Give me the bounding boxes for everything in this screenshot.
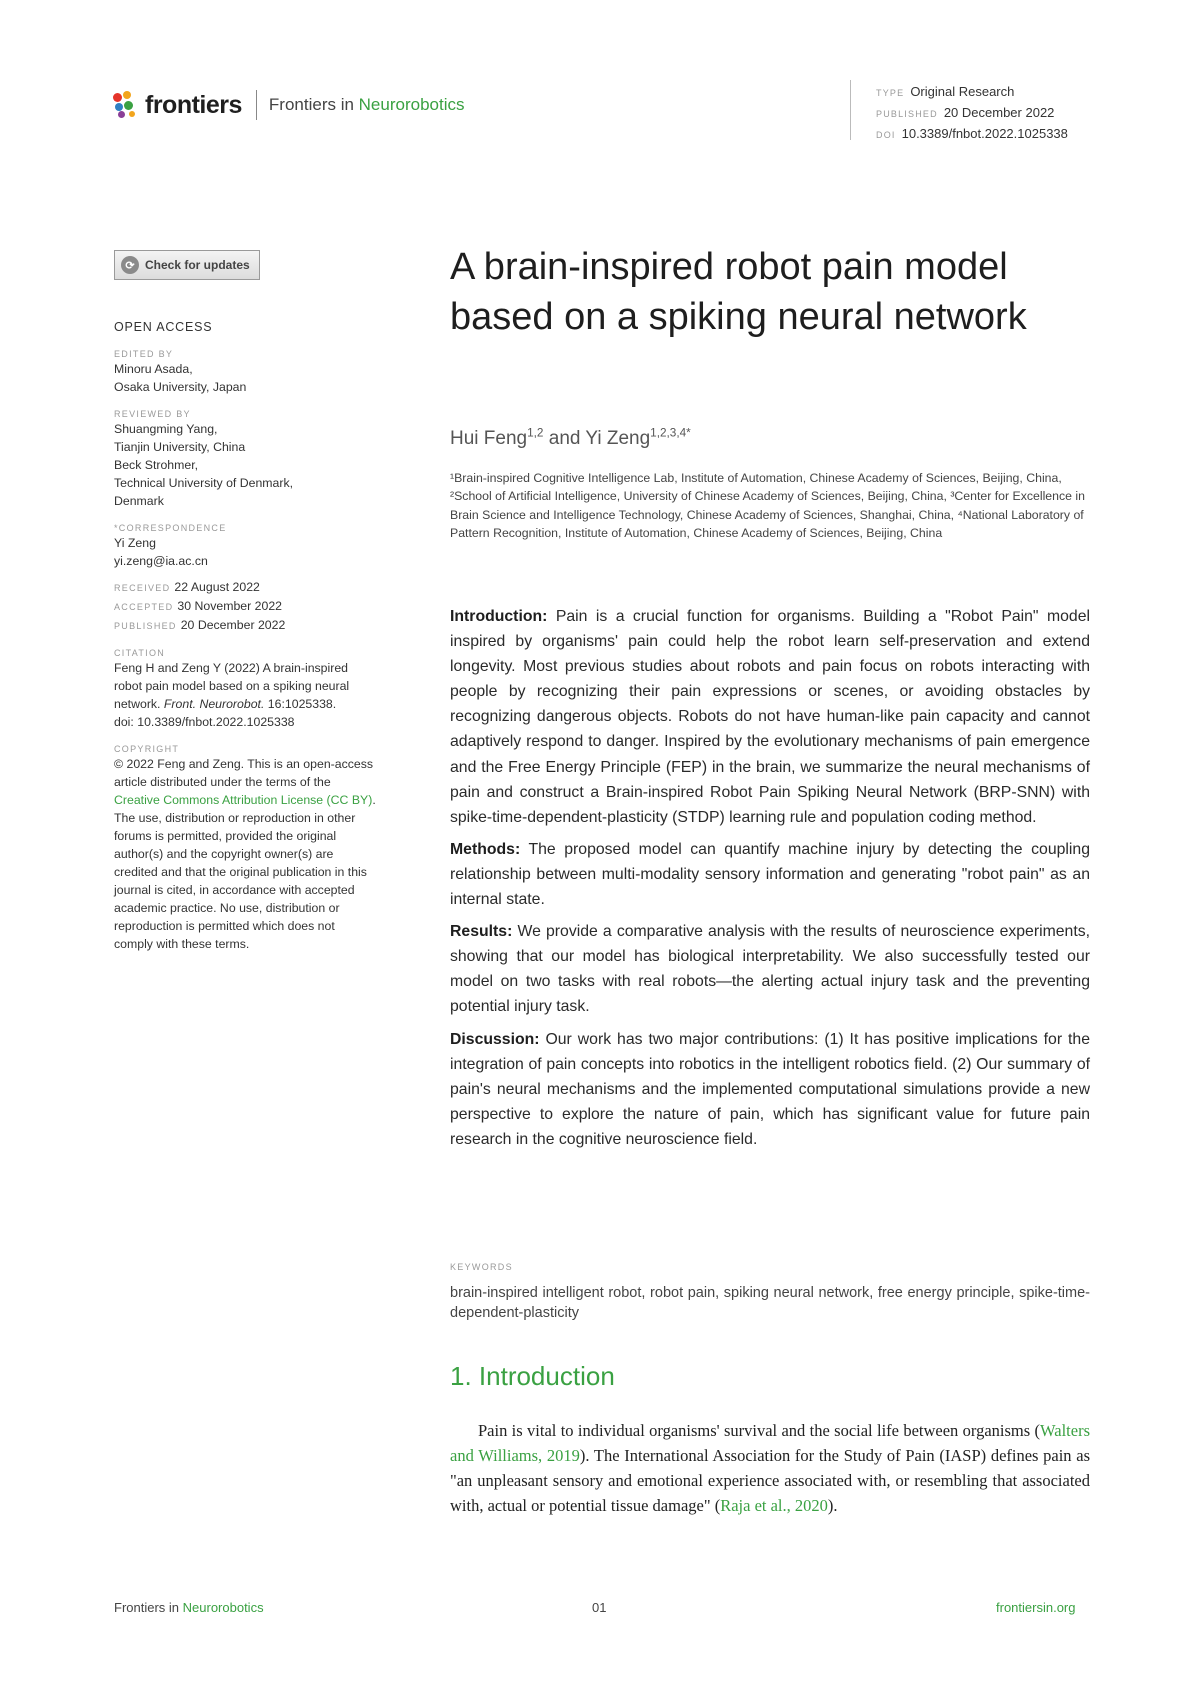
reviewer-line: Beck Strohmer, [114,458,199,472]
introduction-paragraph: Pain is vital to individual organisms' survival and the social life between organisms (Walters and Williams, 2019). The International Association for the Study of Pain (IASP) defines pain as "an unpleasant sensory and emotional experience associated with, or resembling that associated with, actual or potential tissue damage" (Raja et al., 2020). [450,1421,1090,1515]
correspondent-email[interactable]: yi.zeng@ia.ac.cn [114,554,208,568]
article-title: A brain-inspired robot pain model based on a spiking neural network [450,246,1027,338]
article-type: Original Research [910,84,1015,99]
footer-journal: Frontiers in Neurorobotics [114,1600,264,1615]
copyright-text: © 2022 Feng and Zeng. This is an open-access article distributed under the terms of the Creative Commons Attribution License (CC BY). The use, distribution or reproduction in other forums is permitted, provided the original author(s) and the copyright owner(s) are credited and that the original publication in this journal is cited, in accordance with accepted academic practice. No use, distribution or reproduction is permitted which does not comply with these terms. [114,757,376,951]
author-list: Hui Feng$^{1,2}$ and Yi Zeng$^{1,2,3,4*}$ [450,426,691,449]
cc-license-link[interactable]: Creative Commons Attribution License (CC BY) [114,793,373,807]
frontiers-logo[interactable] [113,87,464,123]
abstract-methods: Methods: The proposed model can quantify machine injury by detecting the coupling relationship between multi-modality sensory information and generating "robot pain" as an internal state. [450,840,1090,909]
correspondent-name: Yi Zeng [114,536,156,550]
citation-link[interactable]: Walters and Williams, 2019 [450,1421,1090,1465]
doi-link[interactable]: 10.3389/fnbot.2022.1025338 [901,126,1068,141]
abstract-discussion: Discussion: Our work has two major contributions: (1) It has positive implications for the integration of pain concepts into robotics in the intelligent robotics field. (2) Our summary of pain's neural mechanisms and the implemented computational simulations provide a new perspective to explore the nature of pain, which has significant value for future pain research in the cognitive neuroscience field. [450,1030,1090,1148]
reviewer-line: Tianjin University, China [114,440,246,454]
published-date-side: PUBLISHED 20 December 2022 [114,618,286,632]
author-name[interactable]: Yi Zeng [585,428,651,449]
reviewer-line: Shuangming Yang, [114,422,218,436]
citation-text: Feng H and Zeng Y (2022) A brain-inspired robot pain model based on a spiking neural network. Front. Neurorobot. 16:1025338. [114,661,350,711]
reviewer-line: Technical University of Denmark, [114,476,294,490]
citation-doi: doi: 10.3389/fnbot.2022.1025338 [114,715,295,729]
reviewer-line: Denmark [114,494,164,508]
abstract-introduction: Introduction: Pain is a crucial function for organisms. Building a "Robot Pain" model inspired by organisms' pain could help the robot learn self-preservation and extend longevity. Most previous studies about robots and pain focus on robots interacting with people by recognizing their pain expressions or scenes, or avoiding obstacles by recognizing dangerous objects. Robots do not have human-like pain capacity and cannot adaptively respond to danger. Inspired by the evolutionary mechanisms of pain emergence and the Free Energy Principle (FEP) in the brain, we summarize the neural mechanisms of pain and construct a Brain-inspired Robot Pain Spiking Neural Network (BRP-SNN) with spike-time-dependent-plasticity (STDP) learning rule and population coding method. [450,608,1090,826]
keywords: brain-inspired intelligent robot, robot pain, spiking neural network, free energy principle, spike-time-dependent-plasticity [450,1285,1090,1321]
published-date: 20 December 2022 [943,105,1055,120]
frontiers-wordmark: frontiers [145,90,242,119]
frontiers-logo-icon [113,91,139,119]
check-for-updates-button[interactable]: ⟳ Check for updates [114,250,260,280]
open-access-label: OPEN ACCESS [114,320,213,334]
editor-affiliation: Osaka University, Japan [114,380,247,394]
received-date: RECEIVED 22 August 2022 [114,580,260,594]
affiliations: ¹Brain-inspired Cognitive Intelligence Lab, Institute of Automation, Chinese Academy of Sciences, Beijing, China, ²School of Artificial Intelligence, University of Chinese Academy of Sciences, Beijing, China, ³Center for Excellence in Brain Science and Intelligence Technology, Chinese Academy of Sciences, Shanghai, China, ⁴National Laboratory of Pattern Recognition, Institute of Automation, Chinese Academy of Sciences, Beijing, China [450,471,1085,540]
logo-divider [256,90,257,120]
page-number: 01 [592,1600,607,1615]
article-meta: TYPE Original Research PUBLISHED 20 December 2022 DOI 10.3389/fnbot.2022.1025338 [876,84,1068,141]
sidebar: OPEN ACCESS EDITED BY Minoru Asada, Osaka University, Japan REVIEWED BY Shuangming Yang, Tianjin University, China Beck Strohmer, Technical University of Denmark, Denmark *CORRESPONDENCE Yi Zeng yi.zeng@ia.ac.cn RECEIVED 22 August 2022 ACCEPTED 30 November 2022 PUBLISHED 20 December 2022 CITATION Feng H and Zeng Y (2022) A brain-inspired robot pain model based on a spiking neural network. Front. Neurorobot. 16:1025338. doi: 10.3389/fnbot.2022.1025338 COPYRIGHT © 2022 Feng and Zeng. This is an open-access article distributed under the terms of the Creative Commons Attribution License (CC BY). The use, distribution or reproduction in other forums is permitted, provided the original author(s) and the copyright owner(s) are credited and that the original publication in this journal is cited, in accordance with accepted academic practice. No use, distribution or reproduction is permitted which does not comply with these terms. [114,320,376,951]
editor-name: Minoru Asada, [114,362,193,376]
meta-divider [850,80,851,140]
section-heading-introduction: 1. Introduction [450,1361,615,1391]
abstract-results: Results: We provide a comparative analysis with the results of neuroscience experiments, showing that our model has biological interpretability. We also successfully tested our model on two tasks with real robots—the alerting actual injury task and the preventing potential injury task. [450,923,1090,1016]
author-name[interactable]: Hui Feng [450,428,528,449]
footer-site-link[interactable]: frontiersin.org [996,1600,1076,1615]
journal-name: Frontiers in Neurorobotics [268,95,465,114]
citation-link[interactable]: Raja et al., 2020 [720,1496,828,1515]
abstract [450,604,1090,1159]
keywords-label: KEYWORDS [450,1262,513,1272]
refresh-icon: ⟳ [121,256,139,274]
accepted-date: ACCEPTED 30 November 2022 [114,599,283,613]
